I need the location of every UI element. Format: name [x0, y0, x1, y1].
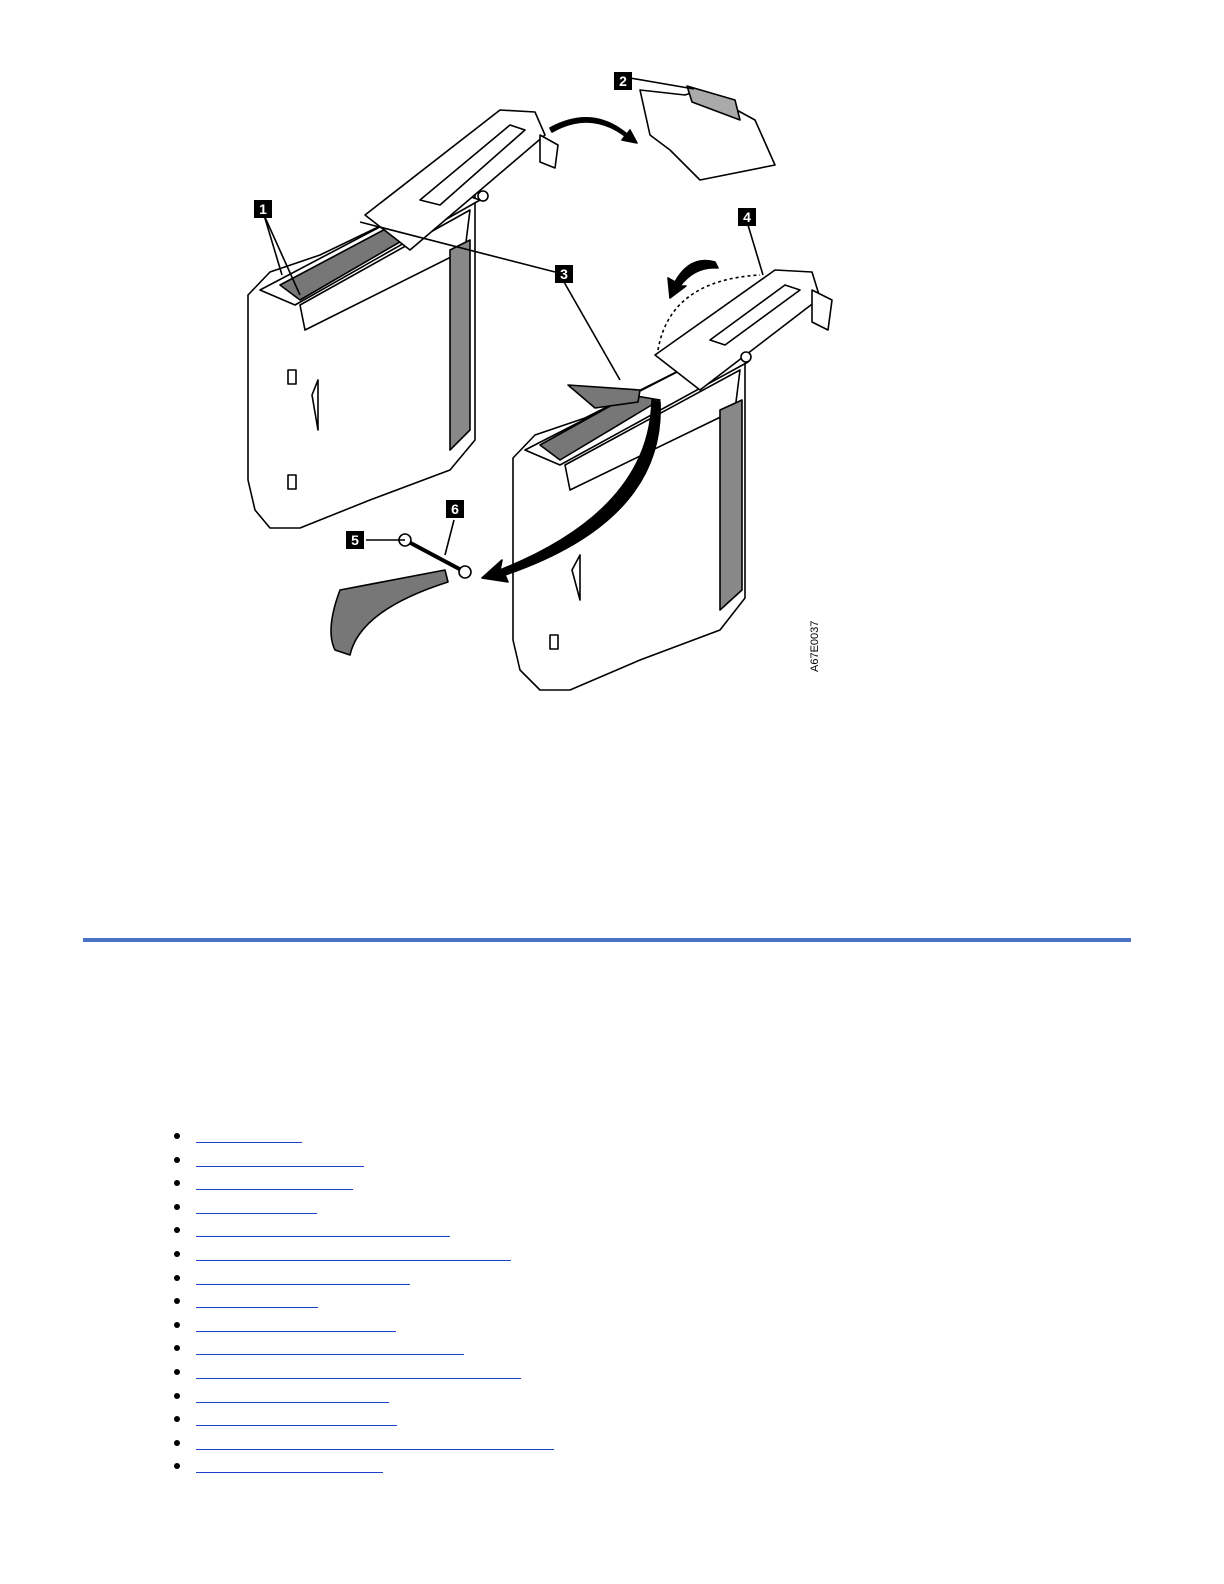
related-link[interactable] [196, 1364, 521, 1379]
related-link[interactable] [196, 1458, 383, 1473]
link-list-item [172, 1126, 554, 1150]
callout-2: 2 [619, 73, 627, 89]
link-list-item [172, 1338, 554, 1362]
left-hinge [478, 191, 488, 201]
related-link[interactable] [196, 1293, 318, 1308]
right-door-tab [812, 290, 832, 330]
leader-pin [405, 540, 465, 572]
callout-4: 4 [743, 209, 751, 225]
right-notch [550, 635, 558, 649]
tape-cartridge-leader-pin-illustration [200, 50, 860, 720]
related-link[interactable] [196, 1152, 364, 1167]
link-list-item [172, 1150, 554, 1174]
callout-line-2 [630, 78, 694, 89]
cartridge-diagram [200, 50, 860, 720]
related-link[interactable] [196, 1175, 353, 1190]
right-hinge [741, 352, 751, 362]
left-door-tab [540, 135, 558, 168]
figure-identifier: A67E0037 [809, 620, 821, 672]
callout-line-1a [264, 215, 282, 275]
related-link[interactable] [196, 1435, 554, 1450]
link-list-item [172, 1268, 554, 1292]
callout-1: 1 [259, 201, 267, 217]
left-notch-2 [288, 475, 296, 489]
callout-line-6 [445, 520, 454, 555]
rotate-arrow-icon [668, 261, 718, 298]
link-list-item [172, 1173, 554, 1197]
arrow-to-hand-icon [550, 118, 637, 143]
link-list-item [172, 1220, 554, 1244]
leader-pin-cap-bottom [459, 566, 471, 578]
related-link[interactable] [196, 1340, 464, 1355]
callout-3: 3 [560, 266, 568, 282]
left-side-ribs [450, 240, 470, 450]
related-links-list [172, 1126, 554, 1480]
link-list-item [172, 1386, 554, 1410]
related-link[interactable] [196, 1246, 511, 1261]
related-link[interactable] [196, 1128, 302, 1143]
link-list-item [172, 1291, 554, 1315]
related-link[interactable] [196, 1270, 410, 1285]
link-list-item [172, 1244, 554, 1268]
link-list-item [172, 1315, 554, 1339]
tape-leader [331, 570, 448, 655]
link-list-item [172, 1409, 554, 1433]
related-link[interactable] [196, 1222, 450, 1237]
link-list-item [172, 1456, 554, 1480]
callout-line-4 [748, 225, 763, 275]
link-list-item [172, 1197, 554, 1221]
related-link[interactable] [196, 1199, 317, 1214]
callout-6: 6 [451, 501, 459, 517]
callout-line-3b [560, 275, 620, 380]
related-link[interactable] [196, 1388, 389, 1403]
callout-5: 5 [351, 532, 359, 548]
related-link[interactable] [196, 1411, 397, 1426]
link-list-item [172, 1362, 554, 1386]
section-divider [83, 938, 1131, 942]
left-notch-1 [288, 370, 296, 384]
related-link[interactable] [196, 1317, 396, 1332]
link-list-item [172, 1433, 554, 1457]
right-side-ribs [720, 400, 742, 610]
